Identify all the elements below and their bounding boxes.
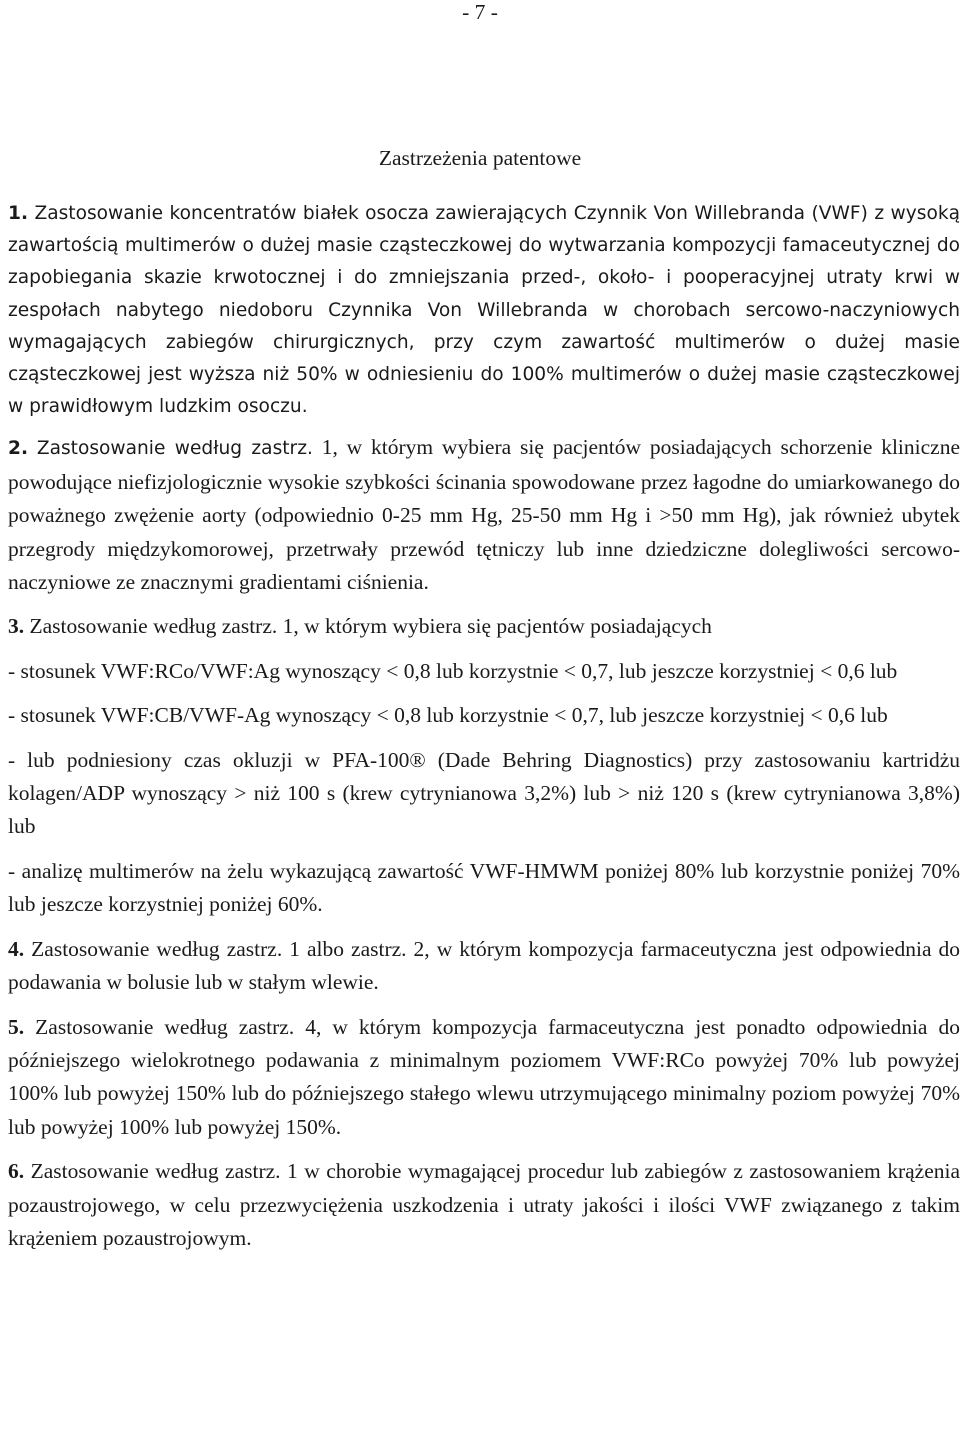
claim-number: 4. [8, 936, 25, 961]
claim-text: Zastosowanie według zastrz. 4, w którym kompozycja farmaceutyczna jest ponadto odpowiednia do późniejszego wielokrotnego podawania z minimalnym poziomem VWF:RCo powyżej 70% lub powyżej 100% lub powyżej 150% lub do późniejszego stałego wlewu utrzymującego minimalny poziom powyżej 70% lub powyżej 100% lub powyżej 150%. [8, 1014, 960, 1139]
page-number: - 7 - [462, 0, 498, 24]
claim-5 [8, 1011, 960, 1145]
claim-number: 6. [8, 1159, 25, 1184]
claim-3-item-2: - stosunek VWF:CB/VWF-Ag wynoszący < 0,8 lub korzystnie < 0,7, lub jeszcze korzystniej < 0,6 lub [8, 703, 888, 728]
claim-number: 1. [8, 203, 29, 224]
claim-number: 2. [8, 438, 29, 460]
claims-list [8, 198, 960, 1255]
claim-1 [8, 198, 960, 423]
document-title: Zastrzeżenia patentowe [378, 146, 582, 170]
claim-text: 1, w którym wybiera się pacjentów posiadających schorzenie kliniczne powodujące niefizjologicznie wysokie szybkości ścinania spowodowane przez łagodne do umiarkowanego do poważnego zwężenie aorty (odpowiednio 0-25 mm Hg, 25-50 mm Hg i >50 mm Hg), jak również ubytek przegrody międzykomorowej, przetrwały przewód tętniczy lub inne dziedziczne dolegliwości sercowo-naczyniowe ze znacznymi gradientami ciśnienia. [8, 435, 960, 595]
claim-3-item-4: - analizę multimerów na żelu wykazującą zawartość VWF-HMWM poniżej 80% lub korzystnie poniżej 70% lub jeszcze korzystniej poniżej 60%. [8, 858, 960, 917]
claim-number: 5. [8, 1014, 25, 1039]
claim-2 [8, 431, 960, 599]
claim-text: Zastosowanie koncentratów białek osocza zawierających Czynnik Von Willebranda (VWF) z wysoką zawartością multimerów o dużej masie cząsteczkowej do wytwarzania kompozycji famaceutycznej do zapobiegania skazie krwotocznej i do zmniejszania przed-, około- i pooperacyjnej utraty krwi w zespołach nabytego niedoboru Czynnika Von Willebranda w chorobach sercowo-naczyniowych wymagających zabiegów chirurgicznych, przy czym zawartość multimerów o dużej masie cząsteczkowej jest wyższa niż 50% w odniesieniu do 100% multimerów o dużej masie cząsteczkowej w prawidłowym ludzkim osoczu. [8, 203, 960, 418]
claim-text: Zastosowanie według zastrz. 1, w którym wybiera się pacjentów posiadających [29, 614, 712, 639]
claim-3-item-1: - stosunek VWF:RCo/VWF:Ag wynoszący < 0,8 lub korzystnie < 0,7, lub jeszcze korzystniej < 0,6 lub [8, 658, 898, 683]
claim-number: 3. [8, 614, 25, 639]
claim-3 [8, 610, 960, 643]
claim-text: Zastosowanie według zastrz. 1 albo zastrz. 2, w którym kompozycja farmaceutyczna jest odpowiednia do podawania w bolusie lub w stałym wlewie. [8, 936, 960, 995]
claim-3-item-3: - lub podniesiony czas okluzji w PFA-100® (Dade Behring Diagnostics) przy zastosowaniu kartridżu kolagen/ADP wynoszący > niż 100 s (krew cytrynianowa 3,2%) lub > niż 120 s (krew cytrynianowa 3,8%) lub [8, 747, 960, 839]
claim-4 [8, 933, 960, 1000]
claim-6 [8, 1155, 960, 1255]
claim-text: Zastosowanie według zastrz. 1 w chorobie wymagającej procedur lub zabiegów z zastosowaniem krążenia pozaustrojowego, w celu przezwyciężenia uszkodzenia i utraty jakości i ilości VWF związanego z takim krążeniem pozaustrojowym. [8, 1159, 960, 1250]
claim-lead: Zastosowanie według zastrz. [36, 438, 313, 460]
